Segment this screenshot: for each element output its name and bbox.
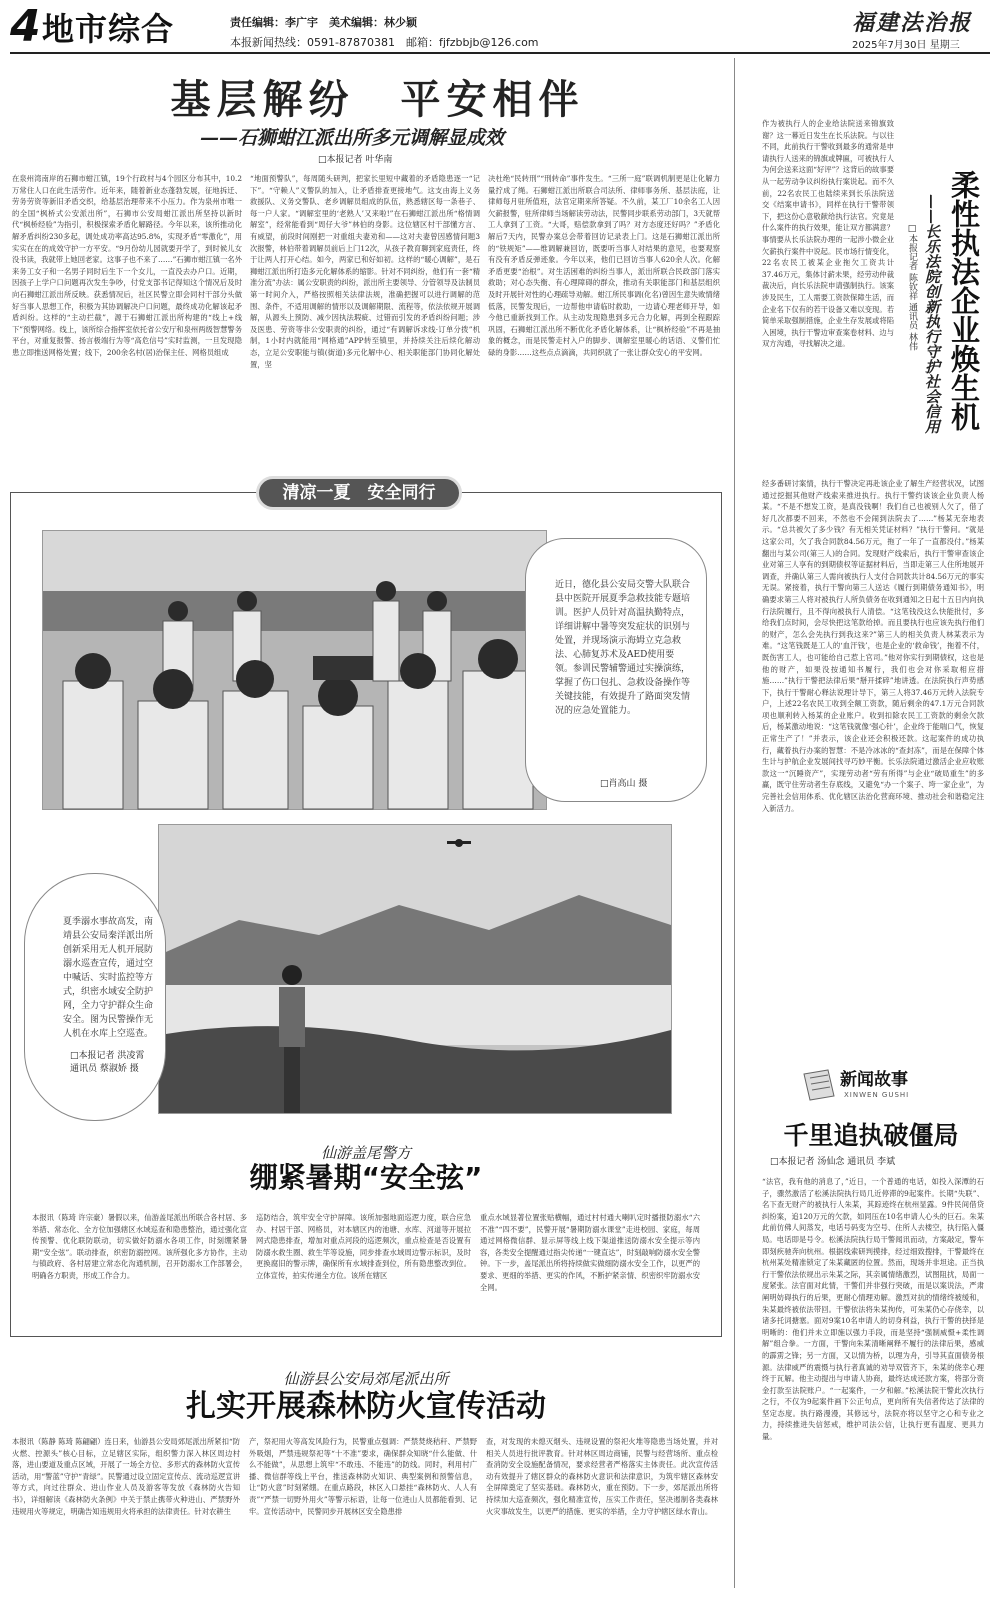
forest-column-3: 查，对发现的未熄灭烟头、违规设置的祭祀火堆等隐患当场处置，并对相关人员进行批评教育。针对林区周边商铺，民警与经营场所、重点检查消防安全设施配备情况，要求经营者严格落实主体责任。此次宣传活动有效提升了辖区群众的森林防火意识和法律意识，为筑牢辖区森林安全屏障奠定了坚实基础。森林防火，重在预防。下一步，郊尾派出所将持续加大巡查频次，强化精准宣传，压实工作责任，坚决遏制各类森林火灾事故发生，以更严的措施、更实的举措，全力守护辖区绿水青山。 bbox=[486, 1437, 718, 1516]
news-story-badge bbox=[800, 1068, 928, 1104]
right-body: 经多番研讨案情，执行干警决定再赴该企业了解生产经营状况，试图通过挖掘其他财产线索来推进执行。执行干警约谈该企业负责人杨某。“不是不想发工资，是真没钱啊！我们自己也被别人欠了，借了好几次都要不回来，不然也不会闹到法院去了……”杨某无奈地表示。“总共被欠了多少钱？有无相关凭证材料？”执行干警问。“就是这家公司，欠了我合同款84.56万元，拖了一年了一直都没付。”杨某翻出与某公司(第三人)的合同。发现财产线索后，执行干警审查该企业对第三人享有的到期债权等证据材料后，当即走第三人住所地展开调查，并确认第三人需向被执行人支付合同款共计84.56万元的事实无误。紧接着，执行干警向第三人送达《履行到期债务通知书》，明确要求第三人将对被执行人所负债务在收到通知之日起十五日内向执行法院履行，且不得向被执行人清偿。“这笔钱没这么快能批付，多给我们点时间，会尽快把这笔款给掉。而且要执行也应该先执行他们的财产，怎么会先执行到我这来?”第三人的相关负责人林某表示为难。“这笔钱既是工人的‘血汗钱’，也是企业的‘救命钱’，拖着不付，既伤害工人，也可能给自己惹上官司。”他对你实行到期债权，这也是他的财产，如果没按通知书履行，我们也会对你采取相应措施……”执行干警把法律后果“掰开揉碎”地讲透。在法院执行声势感下，执行干警耐心释法说理计导下，第三人将37.46万元转入法院专户，上述22名农民工收到全额工资款，随后剩余的47.1万元合同款项也顺利转入杨某的企业账户。收到扣除农民工工资款的剩余欠款后，杨某激动地说：“这笔钱就像‘强心针’，企业终于能喘口气，恢复正常生产了！”并表示，该企业还会积极还款。这起案件的成功执行，藏着执行办案的智慧：不是冷冰冰的“查封冻”，而是在保障个体生计与护航企业发展间找寻巧妙平衡。长乐法院通过激活企业应收账款这一“沉睡资产”，实现劳动者“劳有所得”与企业“破局重生”的多赢，既守住劳动者生存底线，又避免“办一个案子、垮一家企业”，为完善社会信用体系、优化辖区法治化营商环境、推动社会和谐稳定注入新活力。 bbox=[762, 479, 984, 813]
right-headline: 柔性执法企业焕生机 bbox=[947, 170, 981, 431]
forest-kicker: 仙游县公安局郊尾派出所 bbox=[283, 1370, 449, 1388]
lead-subheadline: ——石狮蚶江派出所多元调解显成效 bbox=[200, 127, 505, 149]
story-headline: 千里追执破僵局 bbox=[783, 1121, 959, 1150]
editor-credits: 责任编辑：李广宇 美术编辑：林少颖 bbox=[230, 16, 417, 29]
issue-date: 2025年7月30日 星期三 bbox=[852, 40, 960, 51]
lead-headline: 基层解纷 平安相伴 bbox=[170, 77, 585, 123]
news-scroll-icon bbox=[800, 1068, 840, 1102]
forest-column-2: 产，祭祀用火等高发风险行为，民警重点强调：严禁焚烧秸秆、严禁野外吸烟，严禁违规祭祀等“十不准”要求，确保群众知晓“什么能做、什么不能做”，从思想上筑牢“不敢违、不能违”的防线。同时，利用村广播、微信群等线上平台，推送森林防火知识、典型案例和预警信息，让“防火意”时刻紧绷。在重点路段，林区入口悬挂“森林防火、人人有责”“严禁一切野外用火”等警示标语，让每一位进山人员都能看到、记牢。宣传活动中，民警同步开展林区安全隐患排 bbox=[249, 1437, 477, 1516]
page-number: 4 bbox=[10, 1, 41, 52]
news-story-logo-en: XINWEN GUSHI bbox=[844, 1091, 910, 1099]
summer-kicker: 仙游盖尾警方 bbox=[320, 1144, 411, 1162]
caption-2-text: 夏季溺水事故高发，南靖县公安局秦洋派出所创新采用无人机开展防溺水巡查宣传，通过空中喊话、实时监控等方式，织密水域安全防护网，全力守护群众生命安全。图为民警操作无人机在水库上空巡查。 bbox=[63, 917, 154, 1039]
lead-column-3: 决杜绝“民转刑”“刑转命”事件发生。“三所一庭”联调机制更是让化解力量拧成了绳。石狮蚶江派出所联合司法所、律师事务所、基层法庭，让律师每月驻所值班，法官定期来所答疑。不久前，某工厂10余名工人因欠薪报警，驻所律师当场解读劳动法，民警同步联系劳动部门，3天就帮工人拿到了工资。“大哥，赔偿款拿到了吗？对方态度还好吗？”矛盾化解后7天内，民警办案总会带着回访记录表上门。这是石狮蚶江派出所的“铁规矩”——维调解兼回访，既要听当事人对结果的意见，也要观察有没有矛盾反弹迹象。今年以来，他们已回访当事人620余人次。化解矛盾更要“治根”。对生活困难的纠纷当事人，派出所联合民政部门落实救助；对心态失衡、有心理障碍的群众，推动有关职能部门和基层组织及时开展针对性的心理疏导劝解。蚶江所民事调(化名)曾因生意失败情绪低落，民警发现后，一边帮他申请临时救助，一边请心理老师开导，如今他已重新找到工作。从主动发现隐患到多元合力化解，再到全程跟踪巩固，石狮蚶江派出所不断优化矛盾化解体系，让“枫桥经验”不再是抽象的概念，而是民警走村入户的脚步、调解室里暖心的话语、义警们忙碌的身影……这些点点滴滴，共同织就了一张让群众安心的平安网。 bbox=[488, 174, 720, 357]
training-scene-illustration bbox=[43, 531, 546, 809]
right-intro: 作为被执行人的企业给法院送来锦旗致谢？这一幕近日发生在长乐法院。与以往不同，此前执行干警收到最多的通常是申请执行人送来的锦旗或牌匾，可被执行人为何会送来这面“好评”？这背后的故事要从一起劳动争议纠纷执行案说起。而不久前，22名农民工也陆续来到长乐法院送交《结案申请书》，同样在执行干警带领下，把这份心意敬献给执行法官。究竟是什么案件的执行效果，能让双方都满意？事情要从长乐法院办理的一起涉小微企业欠薪执行案件中说起。民市场行情变化，22名农民工被某企业拖欠工资共计37.46万元，集体讨薪未果，经劳动仲裁裁决后，向长乐法院申请强制执行。该案涉及民生，工人需要工资款保障生活，而企业名下仅有的若干设备又难以变现。若简单采取强制措施，企业生存发展或将陷入困境，执行干警边审查案卷材料、边与双方沟通，寻找解决之道。 bbox=[762, 119, 894, 349]
section-title: 地市综合 bbox=[42, 10, 175, 48]
forest-column-1: 本报讯（陈静 陈琦 陈翩翩）连日来，仙游县公安局郊尾派出所紧扣“防火燃、控源头”核心目标，立足辖区实际，组织警力深入林区周边村落，进山要道及重点区域，开展了一场全方位、多形式的森林防火宣传活动，用“警蓝”守护“青绿”。民警通过设立固定宣传点、流动巡逻宣讲等方式，向过往群众、进山作业人员及游客等发放《森林防火告知书》，详细解读《森林防火条例》中关于禁止携带火种进山、严禁野外违规用火等规定，明确告知违规用火将承担的法律责任。针对农耕生 bbox=[12, 1437, 240, 1516]
story-byline: □本报记者 汤仙念 通讯员 李斌 bbox=[770, 1157, 896, 1167]
drone-patrol-photo bbox=[158, 824, 672, 1114]
right-byline: □本报记者 陈钦祥 通讯员 林伟 bbox=[907, 224, 917, 351]
caption-1-text: 近日，德化县公安局交警大队联合县中医院开展夏季急救技能专题培训。医护人员针对高温执勤特点，详细讲解中暑等突发症状的识别与处置，并现场演示海姆立克急救法、心肺复苏术及AED使用要领。参训民警辅警通过实操演练，掌握了伤口包扎、急救设备操作等关键技能，有效提升了路面突发情况的应急处置能力。 bbox=[555, 580, 691, 716]
news-hotline: 本报新闻热线：0591-87870381 邮箱：fjfzbbjb@126.com bbox=[230, 36, 539, 49]
caption-1-credit: □肖高山 摄 bbox=[600, 779, 648, 789]
forest-headline: 扎实开展森林防火宣传活动 bbox=[186, 1389, 546, 1424]
summer-column-2: 巡防结合，筑牢安全守护屏障。该所加强地面巡逻力度，联合应急办、村居干部、网格员，对本辖区内的池塘、水库、河道等开展拉网式隐患排查，增加对重点河段的巡逻频次，重点检查是否设置有防溺水救生圈、救生竿等设施，同步排查水域周边警示标识，及时更换腐旧的警示牌，确保所有水域排查到位，所有隐患整改到位。立体宣传，拍实传递全方位。该所在辖区 bbox=[256, 1213, 471, 1280]
lead-column-2: “地面预警队”，每周随头研判，把家长里短中藏着的矛盾隐患逐一“记下”。“守赖人”义警队的加入，让矛盾排查更接地气。这支由海上义务救援队、义务交警队、老乡调解员组成的队伍，熟悉辖区每一条巷子、每一户人家。“调解室里的‘老熟人’又来啦!”在石狮蚶江派出所“格情调解室”，经常能看到“周仔大爷”林伯的身影。这位辖区村干部懂方言、有威望，前段时间刚把一对重组夫妻劝和——这对夫妻曾因感情问题3次报警，林伯带着调解员前后上门12次，从孩子教育聊到家庭责任，终于让两人打开心结。如今，两家已和好如初。这样的“暖心调解”，是石狮蚶江派出所打造多元化解体系的缩影。针对不同纠纷，他们有一套“精准分流”办法：属公安职责的纠纷，派出所主要领导、分管领导及法制员第一时间介入，严格按照相关法律法规，准确把握可以进行调解的范围、条件，不适用调解的情形以及调解期限、流程等，依法依规开展调解，从源头上预防、减少因执法瑕疵、过错而引发的矛盾纠纷问题；涉及医患、劳资等非公安职责的纠纷，通过“有调解诉求线·订单分拨”机制，1小时内就能用“网格通”APP转至镇里，并持续关注后续化解动态，立足公安职能与镇(街道)多元化解中心、相关职能部门协同化解处置，坚 bbox=[250, 174, 480, 369]
summer-banner-text: 清凉一夏 安全同行 bbox=[282, 483, 436, 503]
summer-headline: 绷紧暑期“安全弦” bbox=[249, 1161, 483, 1194]
lead-byline: □本报记者 叶华南 bbox=[318, 155, 393, 165]
lead-column-1: 在泉州湾南岸的石狮市蚶江镇，19个行政村与4个园区分布其中，10.2万常住人口在此生活劳作。近年来，随着新业态蓬勃发展，征地拆迁、劳务劳资等新旧矛盾交织，给基层治理带来不小压力。作为泉州市唯一的全国“枫桥式公安派出所”，石狮市公安局蚶江派出所坚持以新时代“枫桥经验”为指引，积极探索矛盾化解路径。今年以来，该所推动化解矛盾纠纷230多起，调处成功率高达95.8%，实现矛盾“零激化”，用实实在在的成效守护一方平安。“9月份幼儿园就要开学了，到时候儿女没书读，我就带上她回老家。这事子也不来了……”石狮市蚶江镇一名外来务工女子和一名男子同时后生下一个女儿，一直没去办户口。近期，因孩子上学户口问题再次发生争吵，付党支部书记得知这个情况后及时向石狮蚶江派出所反映。获悉情况后，社区民警立即会同村干部分头做好当事人思想工作，积极为其协调解决户口问题，最终成功化解该起矛盾纠纷。这样的“主动拦截”，源于石狮蚶江派出所构建的“线上+线下”预警网络。线上，该所综合指挥室依托省公安厅和泉州两级智慧警务平台，对重复报警、扬言极端行为等“高危信号”实时监测，一旦发现隐患立即推送网格处置；线下，200余名村(居)治保主任、网格员组成 bbox=[12, 174, 242, 357]
paper-name-logo: 福建法治报 bbox=[852, 10, 973, 36]
right-subheadline: ——长乐法院创新执行守护社会信用 bbox=[923, 194, 941, 434]
summer-column-1: 本报讯（陈琦 许宗豪）暑假以来，仙游盖尾派出所联合各村居、多举措、常态化、全方位加强辖区水域巡查和隐患整治，通过强化宣传预警、优化联防联动，切实做好防溺水各项工作，时刻绷紧暑期“安全弦”。联动排查，织密防溺控网。该所强化多方协作，主动与镇政府、各村居建立常态化沟通机制，召开防溺水工作部署会，明确各方职责，形成工作合力。 bbox=[32, 1213, 247, 1280]
first-aid-training-photo bbox=[42, 530, 547, 810]
news-story-logo: 新闻故事 bbox=[840, 1070, 908, 1090]
story-body: “法官，我有他的消息了，”近日，一个普通的电话，如投入深潭的石子，骤然激活了松溪法院执行局几近停滞的9起案件。长期“失联”、名下查无财产的被执行人朱某，其踪迹终在杭州显露。9件民间借贷纠纷案，追120万元的欠款，如同压在10名申请人心头的巨石。朱某此前仿佛人间蒸发，电话号码变为空号、住所人去楼空，执行陷入僵局。电话即是号令。松溪法院执行局干警闻讯而动，方案敲定，警车即刻疾驰奔向杭州。根据线索研判摸排，经过细致搜排，干警最终在杭州某处精准锁定了朱某藏匿的位置。然而，现场并非坦途。正当执行干警依法依规出示朱某之际，其亲属情绪激烈，试图阻扰，局面一度紧张。法官面对此情，干警们并非强行突破，而是以案说法，严肃阐明妨碍执行的后果，更耐心情理劝解。激烈对抗的情绪终被缓和，朱某最终被依法带回。干警依法将朱某拘传，可朱某仍心存侥幸，以诸多托词搪塞。面对9案10名申请人的切身利益，执行干警的抉择是明晰的：他们并未立即施以强力手段，而是坚持“强制威慑+柔性调解”组合拳。一方面，干警向朱某清晰阐释不履行的法律后果，感威的霹雳之锋；另一方面，又以情为桥，以理为舟，引导其直面债务根源。法律威严的震慑与执行者真诚的劝导双管齐下，朱某的侥幸心理终于瓦解。他主动提出与申请人协商，最终达成还款方案，将部分资金打款至法院账户。“一起案件，一夕和解。”松溪法院干警此次执行之行，不仅为9起案件画下公正句点，更向所有失信者传达了法律的坚定态度。执行路漫漫，其修远兮，法院亦将以坚守之心和专业之力，持续推进失信惩戒，维护司法公信，让执行更有温度、更具力量。 bbox=[762, 1177, 984, 1442]
reservoir-scene-illustration bbox=[159, 825, 671, 1113]
right-column-divider bbox=[734, 58, 735, 1588]
summer-column-3: 重点水域显著位置张贴横幅，通过村村通大喇叭定时播报防溺水“六不准”“四不要”，民警开展“暑期防溺水课堂”走进校园、家庭，每周通过网格微信群、显示屏等线上线下渠道推送防溺水安全提示等内容，各类安全提醒通过指尖传递“一键直达”，时刻敲响防溺水安全警钟。下一步，盖尾派出所将持续做实做细防溺水安全工作，以更严的要求、更细的举措、更实的作风，不断护紧亲情、织密织牢防溺水安全网。 bbox=[480, 1213, 700, 1292]
caption-2-credit: □本报记者 洪凌霄 通讯员 蔡淑娇 摄 bbox=[70, 1051, 145, 1074]
masthead-rule bbox=[10, 52, 990, 54]
